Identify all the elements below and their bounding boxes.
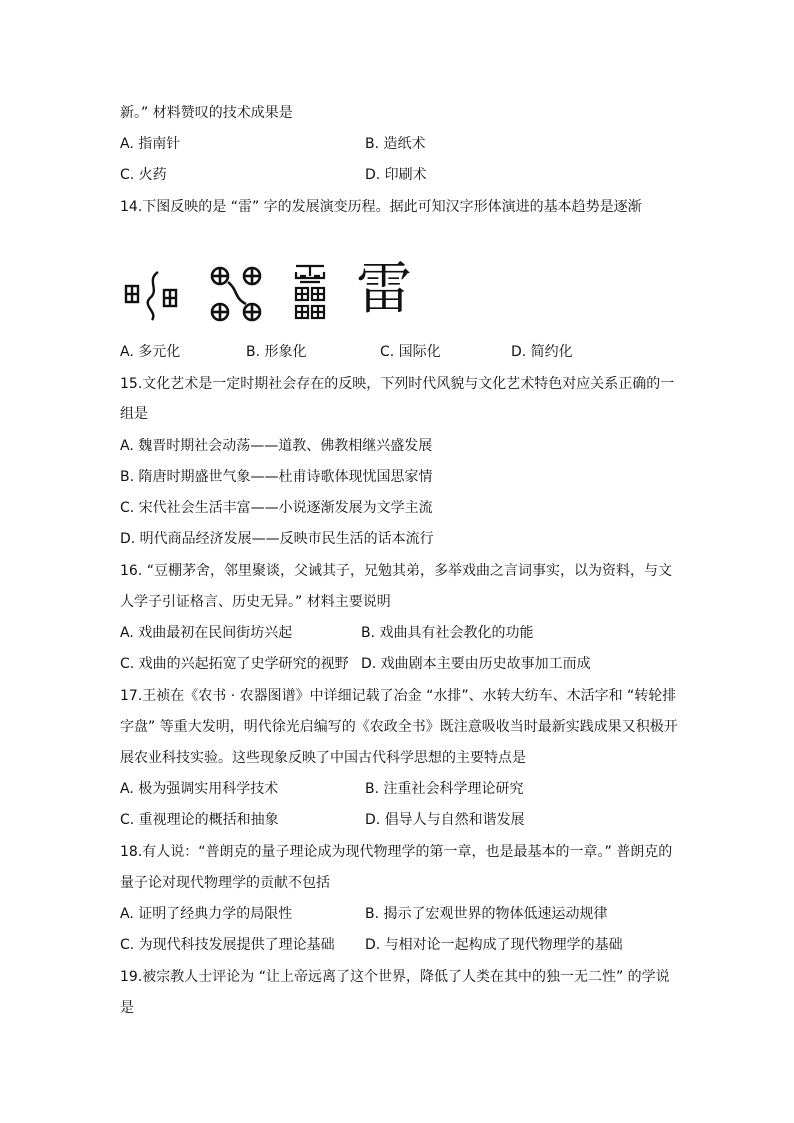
q14-option-a: A. 多元化 (120, 344, 181, 360)
q16-stem-line-1: 16. “豆棚茅舍，邻里聚谈，父诫其子，兄勉其弟，多举戏曲之言词事实，以为资料，与文 (120, 563, 672, 579)
q15-option-c: C. 宋代社会生活丰富——小说逐渐发展为文学主流 (120, 500, 433, 516)
q17-option-d: D. 倡导人与自然和谐发展 (365, 812, 525, 828)
q16-option-d: D. 戏曲剧本主要由历史故事加工而成 (361, 656, 591, 672)
q18-option-a: A. 证明了经典力学的局限性 (120, 906, 293, 922)
q13-option-b: B. 造纸术 (365, 136, 426, 152)
q13-option-c: C. 火药 (120, 167, 167, 183)
q17-stem-line-1: 17.王祯在《农书 · 农器图谱》中详细记载了冶金 “水排”、水转大纺车、木活字和 “转轮排 (120, 688, 677, 704)
q18-stem-line-2: 量子论对现代物理学的贡献不包括 (120, 875, 330, 891)
q16-option-b: B. 戏曲具有社会教化的功能 (361, 625, 534, 641)
q18-option-c: C. 为现代科技发展提供了理论基础 (120, 937, 335, 953)
seal-script-lei-glyph (292, 262, 328, 324)
q19-stem-line-2: 是 (120, 1000, 134, 1016)
q18-option-b: B. 揭示了宏观世界的物体低速运动规律 (365, 906, 608, 922)
q16-stem-line-2: 人学子引证格言、历史无异。” 材料主要说明 (120, 594, 391, 610)
q14-option-b: B. 形象化 (246, 344, 307, 360)
bronze-lei-glyph (206, 264, 270, 326)
q18-option-d: D. 与相对论一起构成了现代物理学的基础 (365, 937, 623, 953)
q17-option-b: B. 注重社会科学理论研究 (365, 781, 524, 797)
q17-option-a: A. 极为强调实用科学技术 (120, 781, 279, 797)
q15-option-a: A. 魏晋时期社会动荡——道教、佛教相继兴盛发展 (120, 438, 433, 454)
q18-stem-line-1: 18.有人说：“普朗克的量子理论成为现代物理学的第一章，也是最基本的一章。” 普朗克的 (120, 844, 673, 860)
q15-stem-line-1: 15.文化艺术是一定时期社会存在的反映，下列时代风貌与文化艺术特色对应关系正确的一 (120, 376, 675, 392)
q16-option-c: C. 戏曲的兴起拓宽了史学研究的视野 (120, 656, 349, 672)
q15-option-d: D. 明代商品经济发展——反映市民生活的话本流行 (120, 531, 434, 547)
q14-option-d: D. 简约化 (511, 344, 573, 360)
q19-stem-line-1: 19.被宗教人士评论为 “让上帝远离了这个世界，降低了人类在其中的独一无二性” 的学说 (120, 969, 670, 985)
q17-stem-line-2: 字盘” 等重大发明，明代徐光启编写的《农政全书》既注意吸收当时最新实践成果又积极开 (120, 719, 678, 735)
regular-script-lei-glyph: 雷 (356, 257, 412, 322)
q17-stem-line-3: 展农业科技实验。这些现象反映了中国古代科学思想的主要特点是 (120, 750, 526, 766)
q17-option-c: C. 重视理论的概括和抽象 (120, 812, 279, 828)
q14-option-c: C. 国际化 (380, 344, 441, 360)
q13-option-a: A. 指南针 (120, 136, 181, 152)
q13-option-d: D. 印刷术 (365, 167, 427, 183)
q14-stem: 14.下图反映的是 “雷” 字的发展演变历程。据此可知汉字形体演进的基本趋势是逐渐 (120, 199, 642, 215)
q15-option-b: B. 隋唐时期盛世气象——杜甫诗歌体现忧国思家情 (120, 469, 433, 485)
lei-character-evolution-figure (124, 258, 424, 328)
oracle-bone-lei-glyph (124, 268, 188, 324)
q13-stem: 新。” 材料赞叹的技术成果是 (120, 105, 293, 121)
q15-stem-line-2: 组是 (120, 406, 148, 422)
q16-option-a: A. 戏曲最初在民间街坊兴起 (120, 625, 293, 641)
